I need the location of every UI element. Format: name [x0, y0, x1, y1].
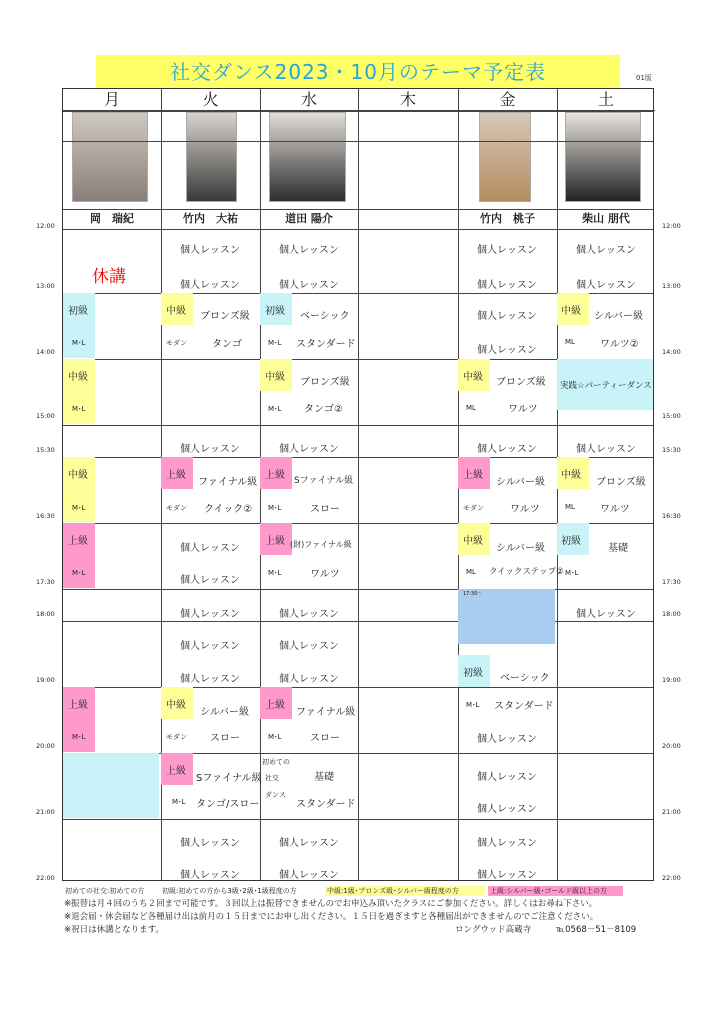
level-label: 上級: [68, 700, 88, 711]
lesson-text: 個人レッスン: [477, 734, 537, 745]
modern-label: モダン: [463, 504, 485, 512]
lesson-text: 個人レッスン: [576, 609, 636, 620]
lesson-text: タンゴ②: [304, 404, 343, 415]
version-label: 01版: [636, 74, 652, 82]
lesson-text: ファイナル級: [296, 707, 356, 718]
time-label: 21:00: [662, 808, 681, 816]
level-label: 上級: [166, 766, 186, 777]
lesson-text: スタンダード: [296, 339, 356, 350]
time-label: 18:00: [662, 610, 681, 618]
level-label: 初級: [265, 306, 285, 317]
row-divider: [63, 687, 653, 688]
lesson-text: 個人レッスン: [279, 280, 339, 291]
lesson-text: 個人レッスン: [477, 870, 537, 881]
empty-cyan-block: [63, 753, 159, 818]
level-label: 上級: [265, 536, 285, 547]
teacher-name-mon: 岡 瑞紀: [90, 212, 134, 225]
lesson-text: ブロンズ級: [200, 311, 250, 322]
ml-label: M･L: [72, 405, 86, 413]
lesson-text: スロー: [210, 733, 240, 744]
ml-label: M･L: [72, 339, 86, 347]
teacher-photo-wed: [269, 112, 346, 202]
lesson-text: スロー: [310, 504, 340, 515]
lesson-text: 実践☆パーティーダンス: [560, 381, 652, 391]
legend-shokyu: 初級:初めての方から3級･2級･1級程度の方: [160, 886, 320, 896]
ml-label: M･L: [72, 733, 86, 741]
level-label: 初級: [561, 536, 581, 547]
time-label: 15:30: [36, 446, 55, 454]
ml-label: M･L: [268, 405, 282, 413]
lesson-text: 個人レッスン: [477, 280, 537, 291]
lesson-text: 個人レッスン: [279, 674, 339, 685]
lesson-text: ワルツ: [510, 504, 540, 515]
lesson-text: 個人レッスン: [576, 444, 636, 455]
lesson-text: 個人レッスン: [477, 245, 537, 256]
row-divider: [63, 141, 653, 142]
time-label: 14:00: [662, 348, 681, 356]
level-label: 中級: [463, 536, 483, 547]
lesson-text: タンゴ: [212, 339, 242, 350]
lesson-text: ブロンズ級: [496, 377, 546, 388]
page-title: 社交ダンス2023・10月のテーマ予定表: [96, 55, 620, 89]
lesson-text: シルバー級: [594, 311, 644, 322]
time-label: 14:00: [36, 348, 55, 356]
row-divider: [63, 621, 653, 622]
lesson-text: 個人レッスン: [180, 575, 240, 586]
row-divider: [63, 229, 653, 230]
lesson-text: 基礎: [608, 543, 628, 554]
lesson-text: 個人レッスン: [180, 870, 240, 881]
note-transfer: ※振替は月４回のうち２回まで可能です。３回以上は振替できませんのでお申込み頂いたクラスにご参加ください。詳しくはお尋ね下さい。: [64, 899, 598, 909]
day-thu: 木: [358, 89, 458, 111]
lesson-text: 基礎: [314, 772, 334, 783]
row-divider: [63, 425, 653, 426]
time-label: 20:00: [36, 742, 55, 750]
row-divider: [63, 209, 653, 210]
modern-label: モダン: [166, 504, 188, 512]
legend-chukyu: 中級:1級･ブロンズ級･シルバー級程度の方: [325, 886, 485, 896]
lesson-text: 個人レッスン: [180, 674, 240, 685]
time-label: 12:00: [36, 222, 55, 230]
beginner-label: ダンス: [265, 791, 286, 799]
level-label: 中級: [68, 372, 88, 383]
lesson-text: ベーシック: [500, 673, 550, 684]
time-label: 17:30: [662, 578, 681, 586]
teacher-name-wed: 道田 陽介: [285, 212, 333, 225]
lesson-text: ブロンズ級: [596, 477, 646, 488]
lesson-text: ワルツ②: [600, 339, 639, 350]
ml-label: M･L: [268, 339, 282, 347]
lesson-text: シルバー級: [496, 543, 546, 554]
ml-label: ML: [466, 404, 476, 412]
day-wed: 水: [260, 89, 358, 111]
level-label: 中級: [561, 470, 581, 481]
lesson-text: Sファイナル級: [196, 773, 262, 784]
column-divider: [358, 89, 359, 880]
level-label: 上級: [68, 536, 88, 547]
teacher-photo-tue: [186, 112, 237, 202]
time-label: 18:00: [36, 610, 55, 618]
row-divider: [63, 111, 653, 112]
ml-label: ML: [565, 503, 575, 511]
time-label: 20:00: [662, 742, 681, 750]
lesson-text: シルバー級: [496, 477, 546, 488]
row-divider: [63, 819, 653, 820]
day-tue: 火: [161, 89, 260, 111]
time-label: 17:30: [36, 578, 55, 586]
beginner-label: 社交: [265, 774, 279, 782]
level-label: 中級: [561, 306, 581, 317]
lesson-text: 個人レッスン: [477, 838, 537, 849]
lesson-text: ベーシック: [300, 311, 350, 322]
lesson-text: 個人レッスン: [180, 543, 240, 554]
lesson-text: ブロンズ級: [300, 377, 350, 388]
level-label: 上級: [265, 700, 285, 711]
lesson-text: ファイナル級: [198, 477, 258, 488]
level-label: 中級: [68, 470, 88, 481]
lesson-text: 個人レッスン: [180, 641, 240, 652]
ml-label: ML: [565, 338, 575, 346]
teacher-photo-mon: [72, 112, 148, 202]
time-label: 15:30: [662, 446, 681, 454]
studio-name: ロングウッド高蔵寺: [455, 925, 532, 935]
lesson-text: スタンダード: [494, 701, 554, 712]
lesson-text: 個人レッスン: [180, 444, 240, 455]
legend-beginner-social: 初めての社交:初めての方: [63, 886, 158, 896]
lesson-text: 個人レッスン: [279, 444, 339, 455]
time-label: 19:00: [662, 676, 681, 684]
lesson-text: 個人レッスン: [180, 609, 240, 620]
teacher-name-sat: 柴山 朋代: [582, 212, 630, 225]
lesson-block-1730: [458, 589, 555, 644]
lesson-text: 個人レッスン: [477, 311, 537, 322]
ml-label: ML: [466, 568, 476, 576]
ml-label: M･L: [72, 569, 86, 577]
teacher-name-fri: 竹内 桃子: [480, 212, 535, 225]
teacher-photo-fri: [479, 112, 531, 202]
time-label: 13:00: [36, 282, 55, 290]
lesson-text: シルバー級: [200, 707, 250, 718]
day-sat: 土: [557, 89, 655, 111]
lesson-text: ワルツ: [600, 504, 630, 515]
time-label: 16:30: [36, 512, 55, 520]
level-label: 中級: [463, 372, 483, 383]
time-label: 22:00: [662, 874, 681, 882]
lesson-text: 個人レッスン: [576, 280, 636, 291]
lesson-text: クイック②: [204, 504, 253, 515]
lesson-text: 個人レッスン: [477, 804, 537, 815]
time-label: 12:00: [662, 222, 681, 230]
time-label: 16:30: [662, 512, 681, 520]
modern-label: モダン: [166, 339, 188, 347]
level-label: 初級: [463, 668, 483, 679]
lesson-text: 個人レッスン: [180, 245, 240, 256]
ml-label: M･L: [268, 733, 282, 741]
ml-label: M･L: [565, 569, 579, 577]
day-fri: 金: [458, 89, 557, 111]
time-label: 22:00: [36, 874, 55, 882]
cancelled-label: 休講: [92, 267, 126, 287]
level-label: 上級: [265, 470, 285, 481]
beginner-label: 初めての: [262, 758, 290, 766]
lesson-text: 個人レッスン: [279, 609, 339, 620]
time-label: 21:00: [36, 808, 55, 816]
lesson-text: 個人レッスン: [180, 838, 240, 849]
teacher-photo-sat: [565, 112, 641, 202]
row-divider: [63, 589, 653, 590]
time-label: 19:00: [36, 676, 55, 684]
ml-label: M･L: [268, 569, 282, 577]
lesson-text: 個人レッスン: [279, 870, 339, 881]
level-label: 中級: [166, 700, 186, 711]
lesson-text: 個人レッスン: [477, 444, 537, 455]
ml-label: M･L: [172, 798, 186, 806]
note-withdraw: ※退会届・休会届など各種届け出は前月の１５日までにお申し出ください。１５日を過ぎますと各種届出ができませんのでご注意ください。: [64, 912, 599, 922]
level-label: 上級: [166, 470, 186, 481]
lesson-text: クイックステップ②: [489, 567, 564, 577]
lesson-text: タンゴ/スロー: [196, 799, 260, 810]
time-label: 13:00: [662, 282, 681, 290]
lesson-text: (財)ファイナル級: [290, 540, 352, 549]
level-label: 上級: [463, 470, 483, 481]
legend-jokyu: 上級:シルバー級･ゴールド級以上の方: [488, 886, 623, 896]
lesson-text: 個人レッスン: [576, 245, 636, 256]
ml-label: M･L: [268, 504, 282, 512]
day-mon: 月: [63, 89, 161, 111]
time-label: 15:00: [662, 412, 681, 420]
teacher-name-tue: 竹内 大祐: [183, 212, 238, 225]
level-label: 初級: [68, 306, 88, 317]
lesson-text: Sファイナル級: [294, 476, 354, 486]
ml-label: M･L: [72, 504, 86, 512]
time-note: 17:30～: [463, 591, 483, 597]
level-label: 中級: [166, 306, 186, 317]
lesson-text: スロー: [310, 733, 340, 744]
level-label: 中級: [265, 372, 285, 383]
modern-label: モダン: [166, 733, 188, 741]
lesson-text: 個人レッスン: [477, 772, 537, 783]
studio-phone: ℡0568－51－8109: [556, 925, 637, 935]
lesson-text: 個人レッスン: [477, 345, 537, 356]
lesson-text: 個人レッスン: [279, 838, 339, 849]
time-label: 15:00: [36, 412, 55, 420]
lesson-text: ワルツ: [508, 404, 538, 415]
lesson-text: 個人レッスン: [279, 245, 339, 256]
lesson-text: スタンダード: [296, 799, 356, 810]
lesson-text: ワルツ: [310, 569, 340, 580]
lesson-text: 個人レッスン: [279, 641, 339, 652]
ml-label: M･L: [466, 701, 480, 709]
note-holiday: ※祝日は休講となります。: [64, 925, 164, 935]
lesson-text: 個人レッスン: [180, 280, 240, 291]
